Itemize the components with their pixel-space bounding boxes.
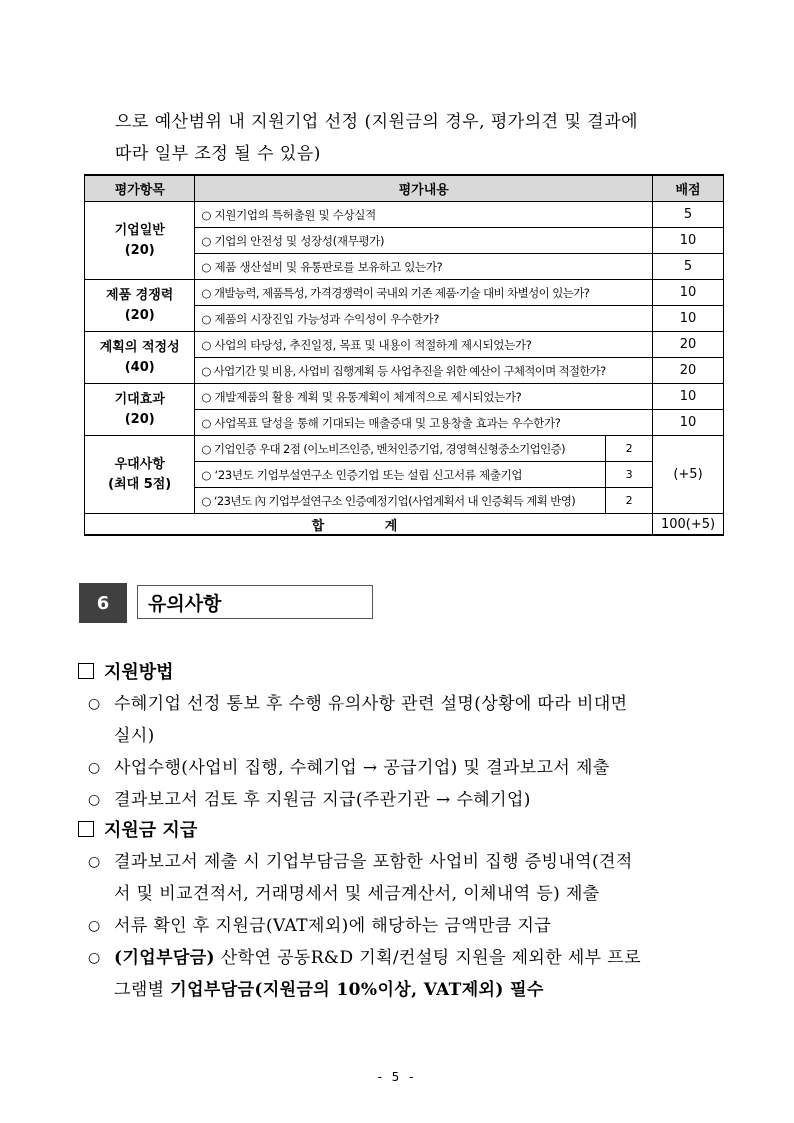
category-points: (20) <box>124 307 155 323</box>
evaluation-table <box>84 174 724 536</box>
criterion-text: ○ 개발제품의 활용 계획 및 유통계획이 체계적으로 제시되었는가? <box>195 384 653 410</box>
criterion-text: ○ 기업의 안전성 및 성장성(재무평가) <box>195 228 653 254</box>
criterion-text: ○ 제품의 시장진입 가능성과 수익성이 우수한가? <box>195 306 653 332</box>
list-item <box>78 846 728 910</box>
page-number: - 5 - <box>377 1070 417 1084</box>
category-cell <box>85 384 195 436</box>
criterion-text: ○ ‘23년도 기업부설연구소 인증기업 또는 설립 신고서류 제출기업 <box>195 462 606 488</box>
category-cell <box>85 436 195 514</box>
criterion-text: ○ 사업목표 달성을 통해 기대되는 매출증대 및 고용창출 효과는 우수한가? <box>195 410 653 436</box>
notes-body <box>78 658 728 1006</box>
criterion-text: ○ 기업인증 우대 2점 (이노비즈인증, 벤처인증기업, 경영혁신형중소기업인증) <box>195 436 606 462</box>
list-item <box>78 910 728 942</box>
header-category: 평가항목 <box>85 175 195 202</box>
method-heading <box>78 658 728 688</box>
criterion-text: ○ 제품 생산설비 및 유통판로를 보유하고 있는가? <box>195 254 653 280</box>
list-item-line <box>114 974 728 1006</box>
bonus-sub-score: 3 <box>606 462 653 488</box>
bonus-score: (+5) <box>653 436 724 514</box>
list-item-line: 서 및 비교견적서, 거래명세서 및 세금계산서, 이체내역 등) 제출 <box>114 884 600 904</box>
category-cell <box>85 202 195 280</box>
total-value: 100(+5) <box>653 514 724 536</box>
bonus-sub-score: 2 <box>606 436 653 462</box>
category-name: 기대효과 <box>114 391 165 407</box>
circle-bullet-icon: ○ <box>88 918 101 934</box>
intro-line: 으로 예산범위 내 지원기업 선정 (지원금의 경우, 평가의견 및 결과에 <box>115 112 639 132</box>
criterion-score: 20 <box>653 332 724 358</box>
list-item-line: 서류 확인 후 지원금(VAT제외)에 해당하는 금액만큼 지급 <box>114 916 552 936</box>
section-number: 6 <box>79 583 127 623</box>
list-item-line: 사업수행(사업비 집행, 수혜기업 → 공급기업) 및 결과보고서 제출 <box>114 758 610 778</box>
criterion-score: 10 <box>653 228 724 254</box>
section-title: 유의사항 <box>137 585 373 619</box>
checkbox-square-icon <box>78 663 94 679</box>
list-item-line: 결과보고서 검토 후 지원금 지급(주관기관 → 수혜기업) <box>114 790 531 810</box>
bonus-sub-score: 2 <box>606 488 653 514</box>
list-item-line: 결과보고서 제출 시 기업부담금을 포함한 사업비 집행 증빙내역(견적 <box>114 852 633 872</box>
list-item <box>78 942 728 1006</box>
category-name: 기업일반 <box>114 222 165 238</box>
total-label: 합 계 <box>85 514 653 536</box>
emphasis-text: (기업부담금) <box>114 948 215 968</box>
criterion-score: 10 <box>653 410 724 436</box>
category-points: (20) <box>124 242 155 258</box>
category-name: 계획의 적정성 <box>99 339 180 355</box>
emphasis-text: 기업부담금(지원금의 10%이상, VAT제외) 필수 <box>170 980 544 1000</box>
payment-heading <box>78 816 728 846</box>
list-item <box>78 784 728 816</box>
list-item <box>78 688 728 752</box>
criterion-score: 5 <box>653 202 724 228</box>
criterion-text: ○ 사업의 타당성, 추진일정, 목표 및 내용이 적절하게 제시되었는가? <box>195 332 653 358</box>
category-points: (20) <box>124 411 155 427</box>
method-heading-text: 지원방법 <box>104 662 174 683</box>
category-points: (최대 5점) <box>108 476 172 492</box>
circle-bullet-icon: ○ <box>88 696 101 712</box>
category-points: (40) <box>124 359 155 375</box>
list-item-line <box>114 942 728 974</box>
circle-bullet-icon: ○ <box>88 760 101 776</box>
criterion-score: 10 <box>653 384 724 410</box>
list-item-line: 수혜기업 선정 통보 후 수행 유의사항 관련 설명(상황에 따라 비대면 <box>114 694 628 714</box>
criterion-score: 10 <box>653 280 724 306</box>
category-name: 제품 경쟁력 <box>106 287 174 303</box>
circle-bullet-icon: ○ <box>88 854 101 870</box>
category-cell <box>85 332 195 384</box>
criterion-text: ○ ‘23년도 內 기업부설연구소 인증예정기업(사업계획서 내 인증획득 계획 반영) <box>195 488 606 514</box>
criterion-text: ○ 지원기업의 특허출원 및 수상실적 <box>195 202 653 228</box>
intro-text <box>115 106 725 170</box>
checkbox-square-icon <box>78 821 94 837</box>
intro-line: 따라 일부 조정 될 수 있음) <box>115 144 321 164</box>
criterion-text: ○ 개발능력, 제품특성, 가격경쟁력이 국내외 기존 제품·기술 대비 차별성이 있는가? <box>195 280 653 306</box>
criterion-score: 20 <box>653 358 724 384</box>
plain-text: 산학연 공동R&D 기획/컨설팅 지원을 제외한 세부 프로 <box>215 948 641 968</box>
payment-heading-text: 지원금 지급 <box>104 820 198 841</box>
category-name: 우대사항 <box>114 456 165 472</box>
circle-bullet-icon: ○ <box>88 950 101 966</box>
list-item-line: 실시) <box>114 726 155 746</box>
criterion-score: 5 <box>653 254 724 280</box>
list-item <box>78 752 728 784</box>
header-score: 배점 <box>653 175 724 202</box>
circle-bullet-icon: ○ <box>88 792 101 808</box>
category-cell <box>85 280 195 332</box>
plain-text: 그램별 <box>114 980 171 1000</box>
criterion-score: 10 <box>653 306 724 332</box>
header-content: 평가내용 <box>195 175 653 202</box>
criterion-text: ○ 사업기간 및 비용, 사업비 집행계획 등 사업추진을 위한 예산이 구체적이며 적절한가? <box>195 358 653 384</box>
